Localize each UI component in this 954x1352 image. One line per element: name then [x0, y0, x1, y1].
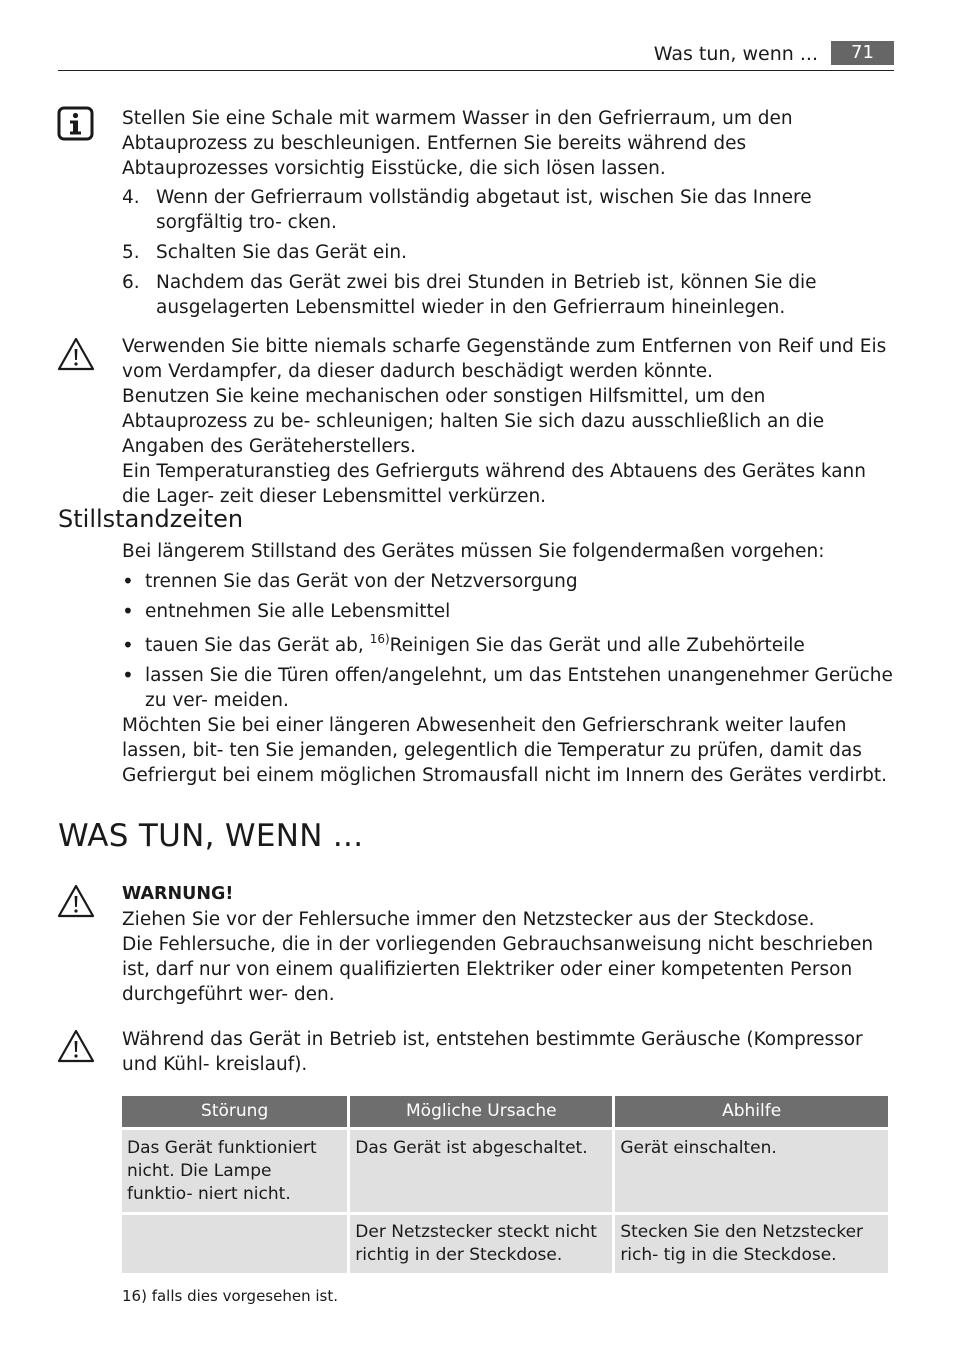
table-cell: Das Gerät funktioniert nicht. Die Lampe funktio- niert nicht. — [122, 1130, 347, 1212]
info-icon — [57, 106, 95, 142]
step-number: 4. — [122, 187, 140, 208]
table-row — [122, 1130, 888, 1212]
step-number: 5. — [122, 242, 140, 263]
list-item — [122, 663, 896, 713]
chapter-heading: WAS TUN, WENN ... — [58, 818, 364, 854]
warning-block — [122, 882, 896, 1007]
warning-line: Ein Temperaturanstieg des Gefrierguts während des Abtauens des Gerätes kann die Lager- zeit dieser Lebensmittel verkürzen. — [122, 461, 867, 507]
step-number: 6. — [122, 272, 140, 293]
bullet-icon: • — [122, 663, 134, 687]
warning-line: Ziehen Sie vor der Fehlersuche immer den Netzstecker aus der Steckdose. — [122, 909, 815, 930]
list-item — [122, 599, 896, 624]
list-item — [122, 185, 896, 235]
header-rule — [58, 70, 894, 71]
bullet-text-continued: Reinigen Sie das Gerät und alle Zubehörteile — [389, 635, 805, 656]
bullet-text: trennen Sie das Gerät von der Netzversorgung — [145, 571, 578, 592]
warning-text — [122, 334, 896, 509]
warning-title: WARNUNG! — [122, 884, 234, 904]
step-text: Nachdem das Gerät zwei bis drei Stunden in Betrieb ist, können Sie die ausgelagerten Lebensmittel wieder in den Gefrierraum hineinlegen. — [156, 272, 817, 318]
footnote: 16) falls dies vorgesehen ist. — [122, 1287, 338, 1305]
warning-triangle-icon — [57, 883, 95, 919]
warning-line: Benutzen Sie keine mechanischen oder sonstigen Hilfsmittel, um den Abtauprozess zu be- schleunigen; halten Sie sich dazu ausschließlich an die Angaben des Geräteherstellers. — [122, 386, 825, 457]
troubleshooting-table — [119, 1096, 891, 1273]
outro-text: Möchten Sie bei einer längeren Abwesenheit den Gefrierschrank weiter laufen lassen, bit- ten Sie jemanden, gelegentlich die Temperatur zu prüfen, damit das Gefriergut bei einem möglichen Stromausfall nicht im Innern des Gerätes verdirbt. — [122, 715, 887, 786]
warning-line: Verwenden Sie bitte niemals scharfe Gegenstände zum Entfernen von Reif und Eis vom Verdampfer, da dieser dadurch beschädigt werden könnte. — [122, 336, 887, 382]
bullet-icon: • — [122, 599, 134, 623]
list-item — [122, 569, 896, 594]
bullet-text: entnehmen Sie alle Lebensmittel — [145, 601, 451, 622]
noise-note: Während das Gerät in Betrieb ist, entstehen bestimmte Geräusche (Kompressor und Kühl- kreislauf). — [122, 1029, 863, 1075]
table-cell: Der Netzstecker steckt nicht richtig in der Steckdose. — [350, 1215, 612, 1273]
intro-text: Bei längerem Stillstand des Gerätes müssen Sie folgendermaßen vorgehen: — [122, 541, 825, 562]
warning-triangle-icon — [57, 336, 95, 372]
page-number: 71 — [831, 41, 894, 65]
list-item — [122, 633, 896, 658]
warning-line: Die Fehlersuche, die in der vorliegenden Gebrauchsanweisung nicht beschrieben ist, darf nur von einem qualifizierten Elektriker oder einer kompetenten Person durchgeführt wer- den. — [122, 934, 874, 1005]
bullet-text: lassen Sie die Türen offen/angelehnt, um das Entstehen unangenehmer Gerüche zu ver- meiden. — [145, 665, 893, 711]
table-row — [122, 1215, 888, 1273]
bullet-icon: • — [122, 569, 134, 593]
footnote-ref[interactable]: 16) — [369, 632, 390, 646]
table-cell — [122, 1215, 347, 1273]
warning-triangle-icon — [57, 1028, 95, 1064]
bullet-text: tauen Sie das Gerät ab, — [145, 635, 364, 656]
running-header: Was tun, wenn ... — [653, 43, 818, 65]
info-text: Stellen Sie eine Schale mit warmem Wasser in den Gefrierraum, um den Abtauprozess zu beschleunigen. Entfernen Sie bereits während des Abtauprozesses vorsichtig Eisstücke, die sich lösen lassen. — [122, 108, 793, 179]
step-text: Wenn der Gefrierraum vollständig abgetaut ist, wischen Sie das Innere sorgfältig tro- cken. — [156, 187, 812, 233]
step-text: Schalten Sie das Gerät ein. — [156, 242, 408, 263]
list-item — [122, 240, 896, 265]
list-item — [122, 270, 896, 320]
column-header: Abhilfe — [615, 1096, 888, 1127]
column-header: Mögliche Ursache — [350, 1096, 612, 1127]
bullet-icon: • — [122, 633, 134, 657]
column-header: Störung — [122, 1096, 347, 1127]
table-cell: Das Gerät ist abgeschaltet. — [350, 1130, 612, 1212]
table-cell: Stecken Sie den Netzstecker rich- tig in die Steckdose. — [615, 1215, 888, 1273]
table-cell: Gerät einschalten. — [615, 1130, 888, 1212]
table-header-row — [122, 1096, 888, 1127]
section-heading: Stillstandzeiten — [58, 505, 244, 533]
